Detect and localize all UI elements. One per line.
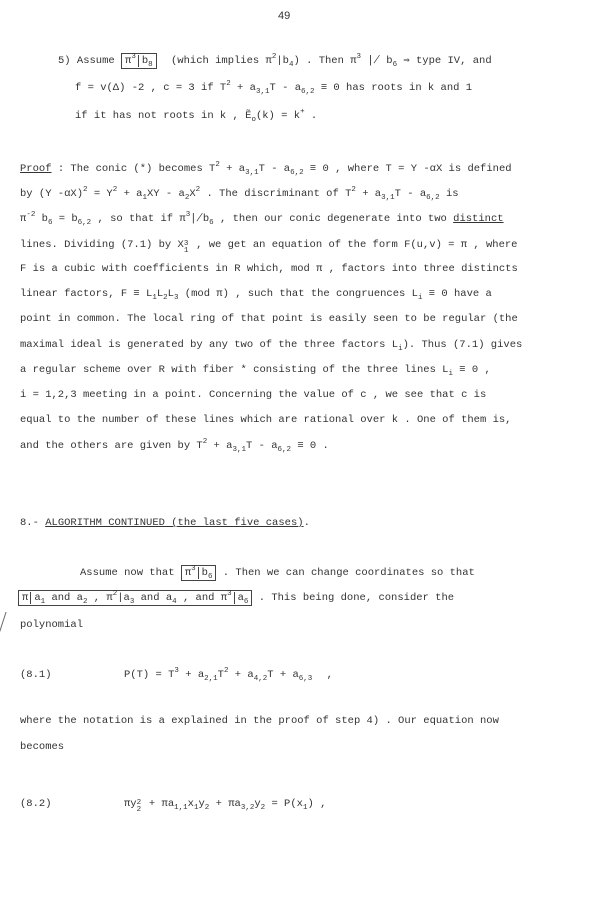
proof-line-5: F is a cubic with coefficients in R which, mod π , factors into three distincts <box>20 263 518 275</box>
section8-line-5: becomes <box>20 741 65 753</box>
boxed-condition: $\pi^3$ $b_8$ <box>121 53 157 69</box>
section8-line-3: polynomial <box>20 619 84 631</box>
section8-line-1: Assume now that $\pi^3$ $b_6$ . Then we can change coordinates so that <box>80 565 475 581</box>
proof-line-4: lines. Dividing (7.1) by X 3 1 , we get an equation of the form F(u,v) = π , where <box>20 239 518 255</box>
step5-line-1: 5) Assume $\pi^3$ $b_8$ (which implies $\pi^2|b_4$) . Then $\pi^3$ ∤ $b_6$ ⇒ type IV, and <box>58 53 492 69</box>
proof-line-1: Proof : The conic (*) becomes $T^2 + a_{3,1}T - a_{6,2} \equiv 0$ , where T = Y -αX is defined <box>20 161 512 177</box>
equation-number-8-1: (8.1) <box>20 669 52 681</box>
step5-line-2: f = v(Δ) -2 , c = 3 if $T^2 + a_{3,1}T - a_{6,2} \equiv 0$ has roots in k and 1 <box>75 80 473 96</box>
equation-8-1: $P(T) = T^3 + a_{2,1}T^2 + a_{4,2}T + a_{6,3}$ , <box>124 667 333 683</box>
equation-number-8-2: (8.2) <box>20 798 52 810</box>
proof-line-10: i = 1,2,3 meeting in a point. Concerning the value of c , we see that c is <box>20 389 487 401</box>
margin-pencil-mark <box>0 612 21 634</box>
proof-label: Proof <box>20 163 52 175</box>
boxed-coordinates: π $a_1$ and $a_2$ , $\pi^2|a_3$ and $a_4$ , and $\pi^3$ $a_6$ <box>18 590 252 606</box>
section8-line-2: π $a_1$ and $a_2$ , $\pi^2|a_3$ and $a_4$ , and $\pi^3$ $a_6$ . This being done, consider the <box>18 591 454 605</box>
step5-line-3: if it has not roots in k , Ẽ$_o$(k) = k+ . <box>75 108 318 124</box>
proof-line-7: point in common. The local ring of that point is easily seen to be regular (the <box>20 313 518 325</box>
proof-line-11: equal to the number of these lines which are rational over k . One of them is, <box>20 414 512 426</box>
proof-line-8: maximal ideal is generated by any two of the three factors $L_i$). Thus (7.1) gives <box>20 339 523 353</box>
page-number: 49 <box>278 10 291 22</box>
proof-line-6: linear factors, $F \equiv L_1L_2L_3$ (mod π) , such that the congruences $L_i \equiv 0$ have a <box>20 288 492 302</box>
boxed-condition-2: $\pi^3$ $b_6$ <box>181 565 217 581</box>
section8-line-4: where the notation is a explained in the proof of step 4) . Our equation now <box>20 715 499 727</box>
proof-line-9: a regular scheme over R with fiber * consisting of the three lines $L_i \equiv 0$ , <box>20 364 491 378</box>
section-heading: 8.- ALGORITHM CONTINUED (the last five cases). <box>20 517 310 529</box>
proof-line-3: $\pi^{-2}$ $b_6 = b_{6,2}$ , so that if $\pi^3∤b_6$ , then our conic degenerate into two distinct <box>20 211 504 227</box>
equation-8-2: πy 2 2 + $\pi a_{1,1}x_1y_2 + \pi a_{3,2}y_2 = P(x_1)$ , <box>124 798 327 814</box>
proof-line-2: by (Y $-\alpha X)^2 = Y^2 + a_1XY - a_2X^2$ . The discriminant of $T^2 + a_{3,1}T - a_{6,2}$ is <box>20 186 459 202</box>
proof-line-12: and the others are given by $T^2 + a_{3,1}T - a_{6,2} \equiv 0$ . <box>20 438 329 454</box>
